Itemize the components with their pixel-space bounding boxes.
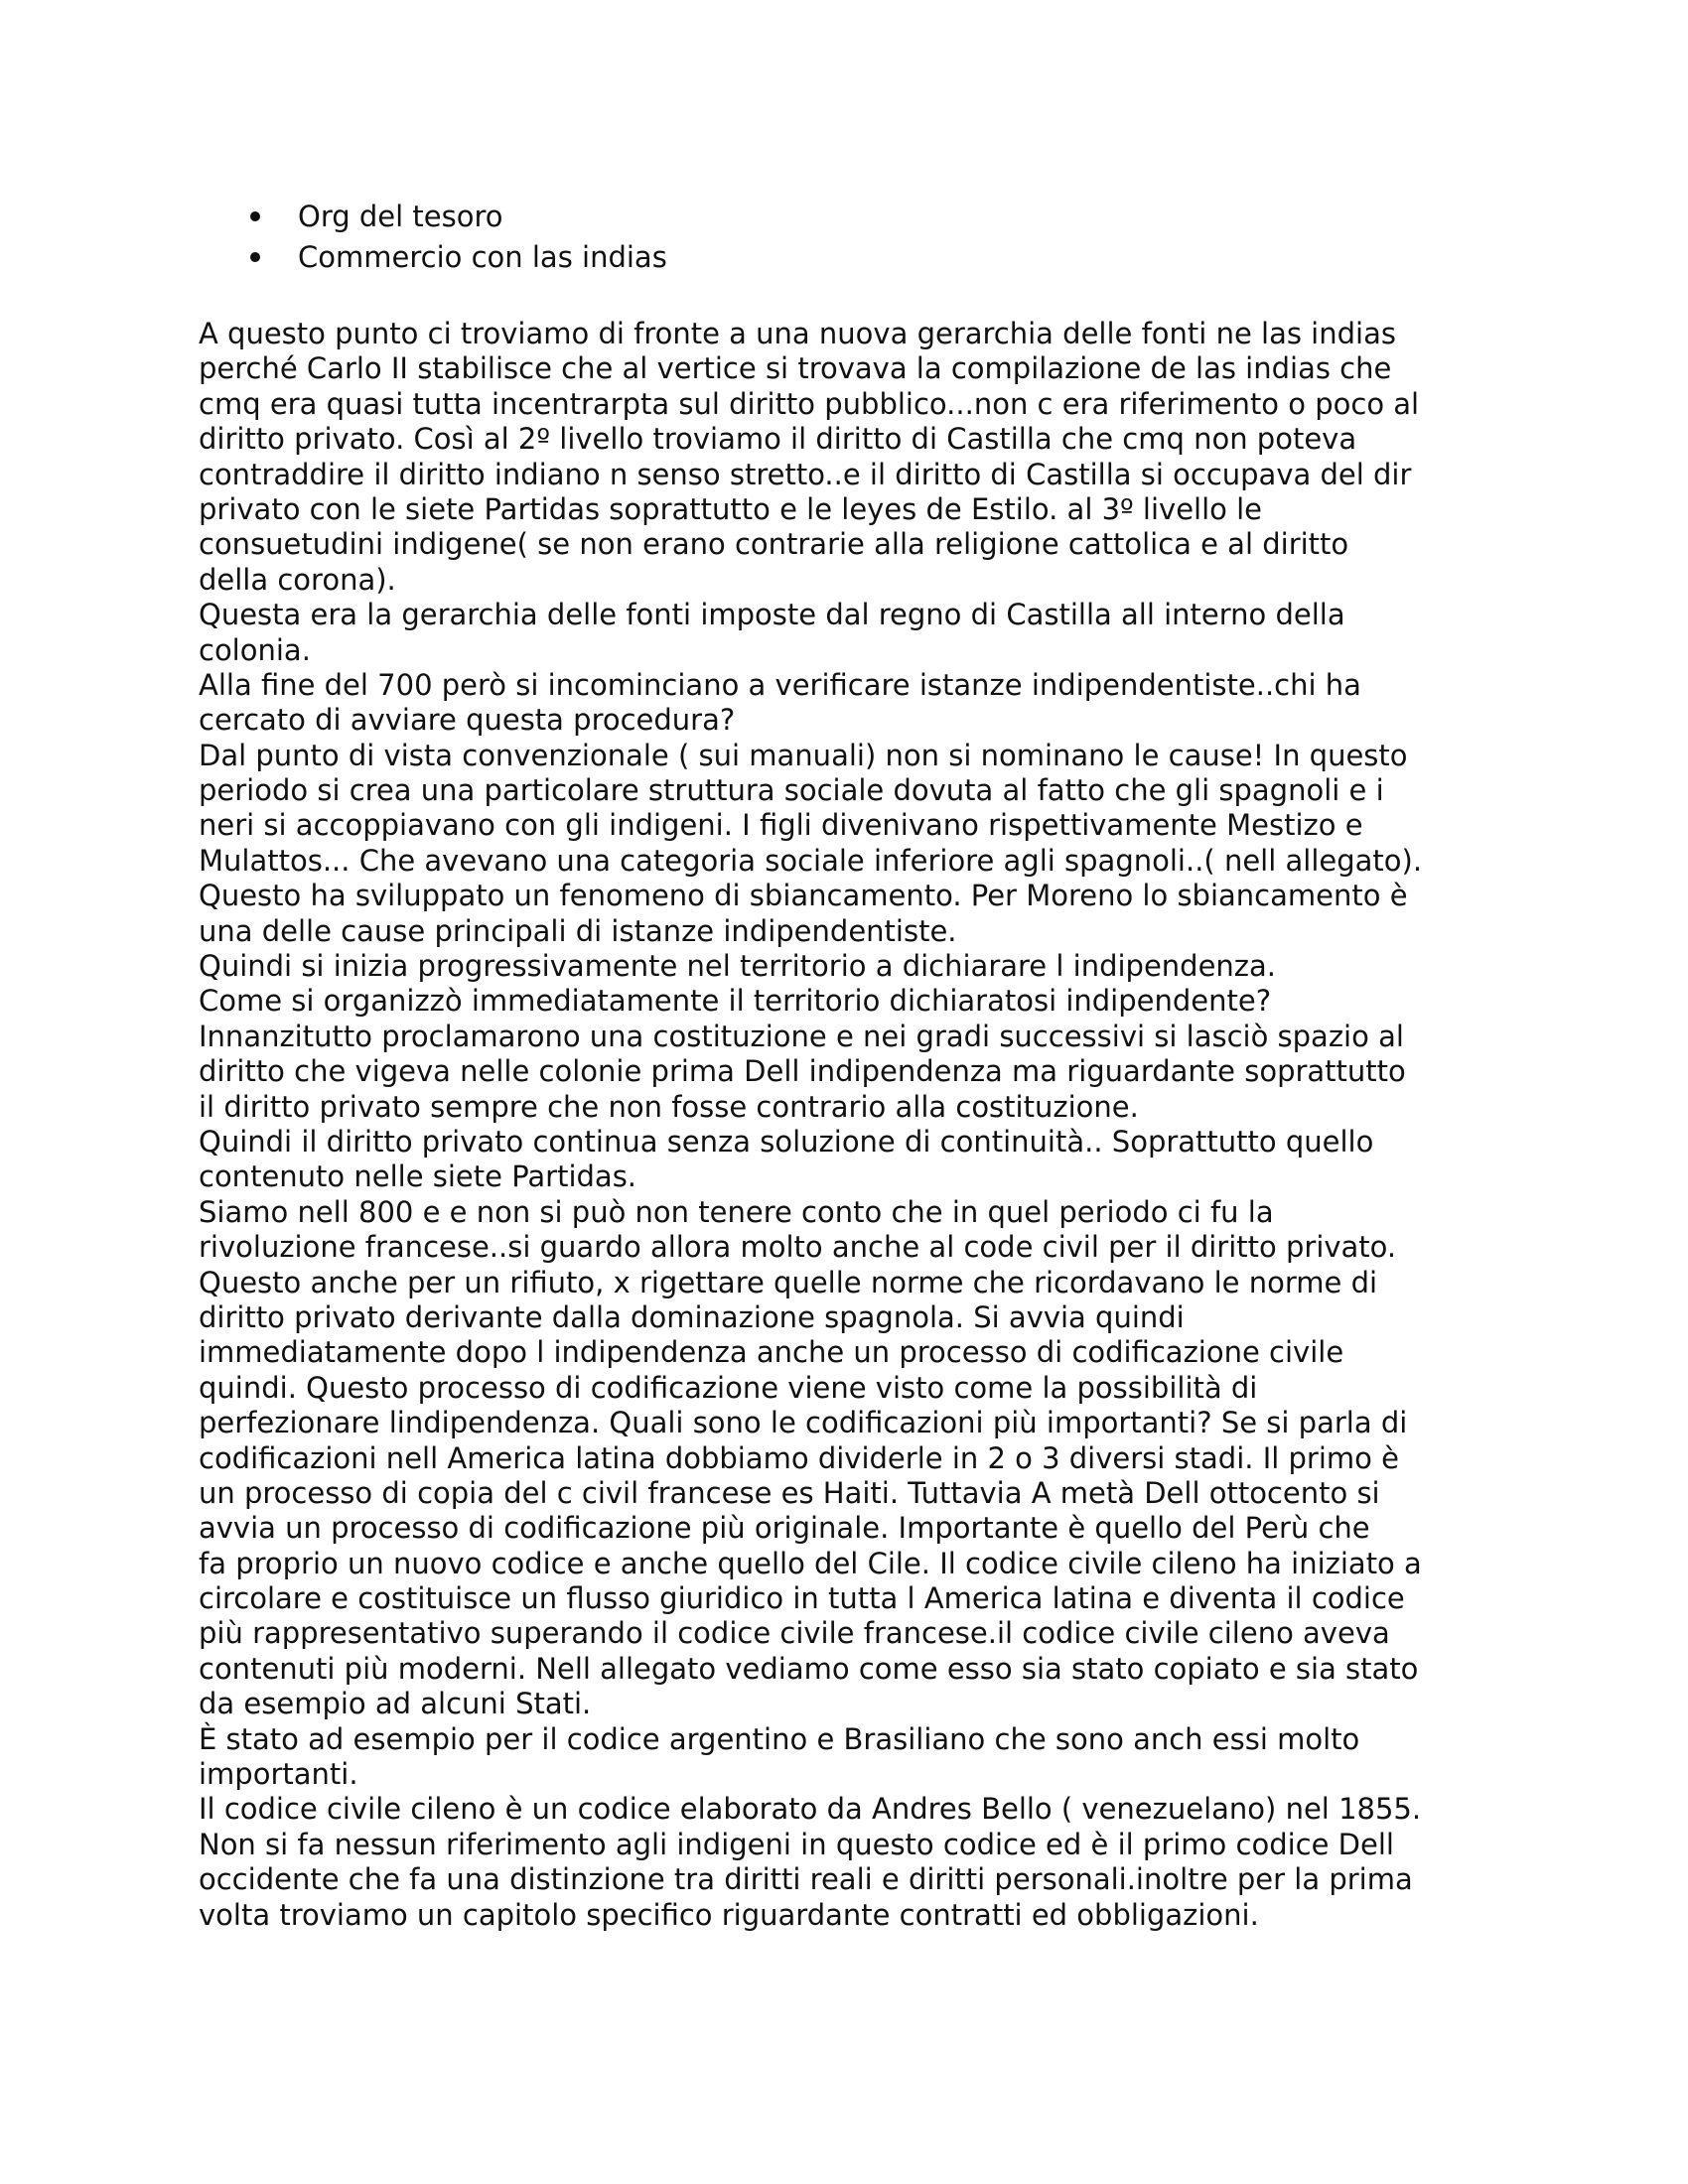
text-line: A questo punto ci troviamo di fronte a una nuova gerarchia delle fonti ne las indias (199, 317, 1396, 350)
paragraph (199, 879, 1489, 949)
bullet-item (199, 197, 1489, 237)
paragraph (199, 984, 1489, 1019)
bullet-item (199, 237, 1489, 278)
text-line: volta troviamo un capitolo specifico riguardante contratti ed obbligazioni. (199, 1897, 1259, 1932)
text-line: circolare e costituisce un flusso giuridico in tutta l America latina e diventa il codice (199, 1581, 1405, 1616)
text-line: una delle cause principali di istanze indipendentiste. (199, 913, 957, 948)
text-line: Questo ha sviluppato un fenomeno di sbiancamento. Per Moreno lo sbiancamento è (199, 879, 1408, 913)
text-line: della corona). (199, 562, 396, 597)
text-line: Innanzitutto proclamarono una costituzione e nei gradi successivi si lasciò spazio al (199, 1019, 1404, 1053)
text-line: perché Carlo II stabilisce che al vertice si trovava la compilazione de las indias che (199, 351, 1392, 386)
text-line: Come si organizzò immediatamente il territorio dichiaratosi indipendente? (199, 984, 1272, 1019)
document-body (199, 197, 1489, 1933)
text-line: il diritto privato sempre che non fosse contrario alla costituzione. (199, 1089, 1139, 1124)
text-line: diritto privato derivante dalla dominazione spagnola. Si avvia quindi (199, 1299, 1185, 1334)
bullet-text: Commercio con las indias (298, 239, 667, 274)
bullet-dot-icon (250, 252, 260, 262)
text-line: diritto che vigeva nelle colonie prima Dell indipendenza ma riguardante soprattutto (199, 1054, 1406, 1089)
text-line: Questo anche per un rifiuto, x rigettare quelle norme che ricordavano le norme di (199, 1265, 1378, 1299)
text-line: fa proprio un nuovo codice e anche quello del Cile. Il codice civile cileno ha iniziato a (199, 1546, 1422, 1580)
text-line: cmq era quasi tutta incentrarpta sul diritto pubblico...non c era riferimento o poco al (199, 386, 1420, 421)
text-line: avvia un processo di codificazione più originale. Importante è quello del Perù che (199, 1511, 1370, 1546)
text-line: diritto privato. Così al 2º livello troviamo il diritto di Castilla che cmq non poteva (199, 422, 1357, 457)
text-line: occidente che fa una distinzione tra diritti reali e diritti personali.inoltre per la prima (199, 1862, 1413, 1897)
text-line: Il codice civile cileno è un codice elaborato da Andres Bello ( venezuelano) nel 1855. (199, 1792, 1422, 1827)
text-line: quindi. Questo processo di codificazione viene visto come la possibilità di (199, 1370, 1258, 1405)
text-line: codificazioni nell America latina dobbiamo dividerle in 2 o 3 diversi stadi. Il primo è (199, 1440, 1399, 1475)
text-line: neri si accoppiavano con gli indigeni. I figli divenivano rispettivamente Mestizo e (199, 808, 1363, 843)
text-line: periodo si crea una particolare struttura sociale dovuta al fatto che gli spagnoli e i (199, 773, 1384, 808)
text-line: un processo di copia del c civil francese es Haiti. Tuttavia A metà Dell ottocento si (199, 1475, 1380, 1510)
paragraph (199, 1792, 1489, 1933)
text-line: Non si fa nessun riferimento agli indigeni in questo codice ed è il primo codice Dell (199, 1827, 1394, 1861)
bullet-dot-icon (250, 211, 260, 221)
text-line: importanti. (199, 1757, 358, 1792)
text-line: Dal punto di vista convenzionale ( sui manuali) non si nominano le cause! In questo (199, 738, 1408, 772)
bullet-text: Org del tesoro (298, 200, 503, 233)
text-line: da esempio ad alcuni Stati. (199, 1687, 592, 1721)
text-line: contenuti più moderni. Nell allegato vediamo come esso sia stato copiato e sia stato (199, 1651, 1419, 1686)
paragraph (199, 598, 1489, 668)
text-line: colonia. (199, 632, 311, 667)
bullet-list (199, 197, 1489, 277)
paragraph (199, 1722, 1489, 1793)
paragraph (199, 1125, 1489, 1195)
text-line: Quindi si inizia progressivamente nel territorio a dichiarare l indipendenza. (199, 949, 1277, 984)
text-line: Questa era la gerarchia delle fonti imposte dal regno di Castilla all interno della (199, 598, 1345, 632)
paragraph (199, 1020, 1489, 1125)
text-line: È stato ad esempio per il codice argentino e Brasiliano che sono anch essi molto (199, 1721, 1360, 1756)
spacer (199, 277, 1489, 317)
text-line: più rappresentativo superando il codice civile francese.il codice civile cileno aveva (199, 1616, 1390, 1651)
text-line: privato con le siete Partidas soprattutto e le leyes de Estilo. al 3º livello le (199, 491, 1263, 526)
text-line: contenuto nelle siete Partidas. (199, 1160, 637, 1194)
text-line: perfezionare lindipendenza. Quali sono le codificazioni più importanti? Se si parla di (199, 1406, 1408, 1440)
paragraph (199, 1195, 1489, 1722)
text-line: contraddire il diritto indiano n senso stretto..e il diritto di Castilla si occupava del dir (199, 457, 1412, 491)
paragraphs (199, 317, 1489, 1933)
text-line: Siamo nell 800 e e non si può non tenere conto che in quel periodo ci fu la (199, 1194, 1274, 1229)
text-line: consuetudini indigene( se non erano contrarie alla religione cattolica e al diritto (199, 527, 1349, 562)
paragraph (199, 317, 1489, 598)
paragraph (199, 949, 1489, 984)
paragraph (199, 668, 1489, 739)
text-line: rivoluzione francese..si guardo allora molto anche al code civil per il diritto privato. (199, 1230, 1397, 1265)
text-line: Mulattos... Che avevano una categoria sociale inferiore agli spagnoli..( nell allegato). (199, 843, 1423, 878)
paragraph (199, 739, 1489, 880)
text-line: Quindi il diritto privato continua senza soluzione di continuità.. Soprattutto quello (199, 1124, 1374, 1159)
text-line: Alla fine del 700 però si incominciano a verificare istanze indipendentiste..chi ha (199, 667, 1361, 702)
text-line: cercato di avviare questa procedura? (199, 703, 736, 738)
text-line: immediatamente dopo l indipendenza anche un processo di codificazione civile (199, 1335, 1344, 1370)
